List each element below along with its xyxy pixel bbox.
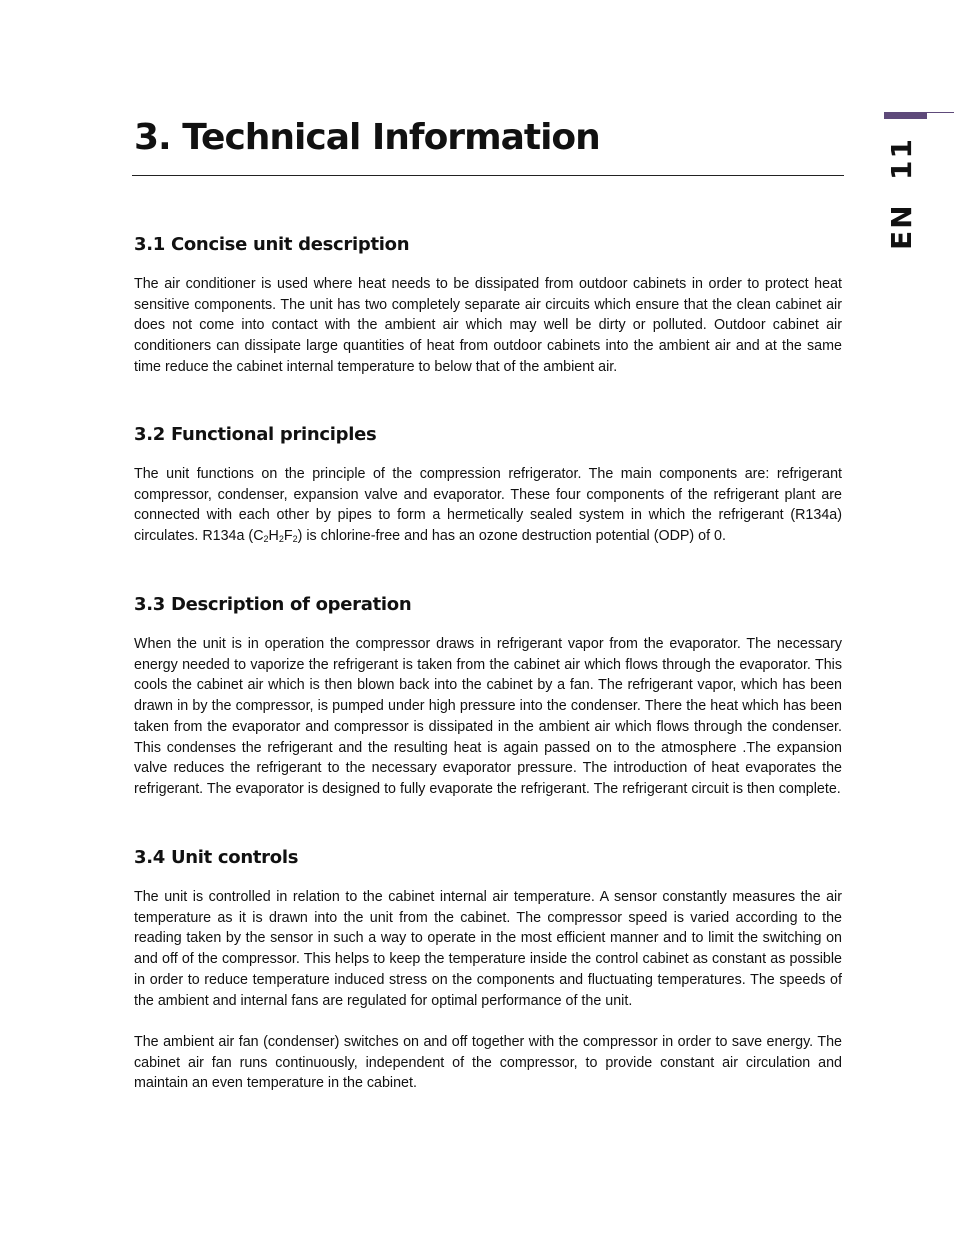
section-functional-principles bbox=[134, 422, 842, 547]
section-heading: 3.4 Unit controls bbox=[134, 847, 299, 868]
section-paragraph: The ambient air fan (condenser) switches on and off together with the compressor in order to save energy. The cabinet air fan runs continuously, independent of the compressor, to provide constant air circulation and maintain an even temperature in the cabinet. bbox=[134, 1033, 842, 1092]
section-paragraph: The air conditioner is used where heat needs to be dissipated from outdoor cabinets in order to protect heat sensitive components. The unit has two completely separate air circuits which ensure that the clean cabinet air does not come into contact with the ambient air which may well be dirty or polluted. Outdoor cabinet air conditioners can dissipate large quantities of heat from outdoor cabinets into the ambient air and at the same time reduce the cabinet internal temperature to below that of the ambient air. bbox=[134, 276, 842, 375]
section-paragraph: The unit is controlled in relation to the cabinet internal air temperature. A sensor constantly measures the air temperature as it is drawn into the unit from the cabinet. The compressor speed is varied according to the reading taken by the sensor in such a way to operate in the most efficient manner and to limit the switching on and off of the compressor. This helps to keep the temperature inside the control cabinet as constant as possible in order to reduce temperature induced stress on the components and fluctuating temperatures. The speeds of the ambient and internal fans are regulated for optimal performance of the unit. bbox=[134, 889, 842, 1009]
side-tab bbox=[884, 112, 954, 262]
paragraph-text-before-formula: The unit functions on the principle of the compression refrigerator. The main components are: refrigerant compressor, condenser, expansion valve and evaporator. These four components of the refrigerant plant are connected with each other by pipes to form a hermetically sealed system in which the refrigerant (R134a) circulates. R134a ( bbox=[134, 466, 842, 545]
section-concise-unit-description bbox=[134, 232, 842, 378]
section-heading: 3.1 Concise unit description bbox=[134, 234, 410, 255]
section-paragraph bbox=[134, 464, 842, 547]
section-unit-controls bbox=[134, 845, 842, 1094]
page-number: 11 bbox=[885, 136, 918, 180]
title-divider bbox=[132, 175, 844, 176]
formula-subscript: 2 bbox=[278, 534, 284, 545]
section-description-of-operation bbox=[134, 592, 842, 800]
formula-element-c: C bbox=[253, 528, 264, 545]
paragraph-text-after-formula: ) is chlorine-free and has an ozone destruction potential (ODP) of 0. bbox=[297, 528, 726, 545]
formula-subscript: 2 bbox=[263, 534, 269, 545]
formula-element-f: F bbox=[283, 528, 293, 545]
formula-element-h: H bbox=[268, 528, 279, 545]
section-paragraph: When the unit is in operation the compressor draws in refrigerant vapor from the evaporator. The necessary energy needed to vaporize the refrigerant is taken from the cabinet air which flows through the evaporator. This cools the cabinet air which is then blown back into the cabinet by a fan. The refrigerant vapor, which has been drawn in by the compressor, is pumped under high pressure into the condenser. There the heat which has been taken from the evaporator and compressor is dissipated in the ambient air which flows through the condenser. This condenses the refrigerant and the resulting heat is again passed on to the atmosphere .The expansion valve reduces the refrigerant to the necessary evaporator pressure. The introduction of heat evaporates the refrigerant. The evaporator is designed to fully evaporate the refrigerant. The refrigerant circuit is then complete. bbox=[134, 636, 842, 797]
side-tab-accent-bar bbox=[884, 112, 927, 119]
language-code: EN bbox=[885, 203, 918, 250]
formula-subscript: 2 bbox=[292, 534, 298, 545]
chemical-formula bbox=[253, 528, 297, 544]
page-title: 3. Technical Information bbox=[134, 117, 600, 158]
section-heading: 3.2 Functional principles bbox=[134, 424, 377, 445]
section-heading: 3.3 Description of operation bbox=[134, 594, 412, 615]
side-tab-accent-line bbox=[927, 112, 954, 113]
